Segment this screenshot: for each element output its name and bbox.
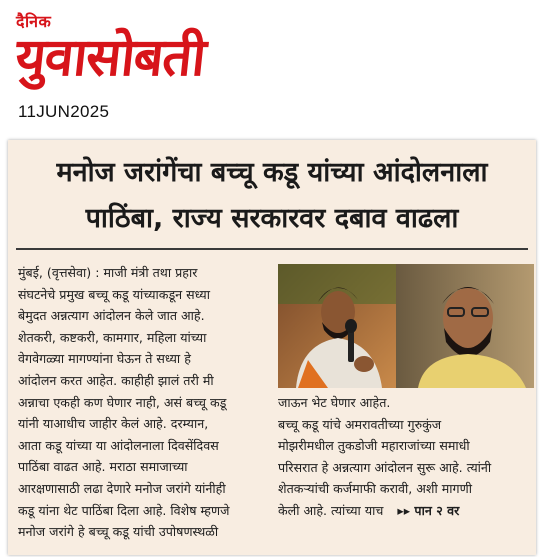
article-text-line: अन्नाचा एकही कण घेणार नाही, असं बच्चू कडू — [18, 394, 227, 410]
masthead — [0, 0, 540, 135]
continued-on-page-marker: ▸▸ पान २ वर — [397, 502, 460, 518]
article-photo — [278, 264, 534, 388]
article-text-line: आरक्षणासाठी लढा देणारे मनोज जरांगे यांनीही — [18, 480, 226, 496]
headline-line-1: मनोज जरांगेंचा बच्चू कडू यांच्या आंदोलनाला — [56, 157, 488, 188]
article-headline — [8, 150, 536, 242]
article-text-line: आंदोलन करत आहेत. काहीही झालं तरी मी — [18, 372, 214, 388]
article-text-line-last — [278, 500, 528, 522]
article-text-line: शेतकऱ्यांची कर्जमाफी करावी, अशी मागणी — [278, 481, 472, 497]
article-text-line: मुंबई, (वृत्तसेवा) : माजी मंत्री तथा प्रहार — [18, 265, 198, 280]
article-text-line: आता कडू यांच्या या आंदोलनाला दिवसेंदिवस — [18, 437, 219, 453]
article-text-line: यांनी याआधीच जाहीर केलं आहे. दरम्यान, — [18, 416, 209, 432]
article-left-column — [18, 262, 270, 543]
news-clipping — [8, 140, 536, 555]
article-text-line: पाठिंबा वाढत आहे. मराठा समाजाच्या — [18, 459, 188, 475]
article-text-line: मनोज जरांगे हे बच्चू कडू यांची उपोषणस्थळी — [18, 524, 219, 540]
headline-line-2: पाठिंबा, राज्य सरकारवर दबाव वाढला — [85, 203, 459, 234]
article-text-last: केली आहे. त्यांच्या याच — [278, 502, 384, 518]
article-text-line: परिसरात हे अन्नत्याग आंदोलन सुरू आहे. त्यांनी — [278, 459, 492, 475]
publication-date: 11JUN2025 — [18, 102, 110, 121]
newspaper-logo-title: युवासोबती — [12, 28, 208, 88]
article-text-line: संघटनेचे प्रमुख बच्चू कडू यांच्याकडून सध्या — [18, 286, 210, 302]
article-text-line: बच्चू कडू यांचे अमरावतीच्या गुरुकुंज — [278, 416, 442, 432]
newspaper-kicker: दैनिक — [16, 12, 52, 31]
article-text-line: कडू यांना थेट पाठिंबा दिला आहे. विशेष म्हणजे — [18, 502, 230, 518]
article-right-column — [278, 392, 528, 522]
article-text-line: शेतकरी, कष्टकरी, कामगार, महिला यांच्या — [18, 329, 207, 345]
headline-divider — [16, 248, 528, 250]
article-text-line: मोझरीमधील तुकडोजी महाराजांच्या समाधी — [278, 438, 470, 454]
article-text-line: बेमुदत अन्नत्याग आंदोलन केले जात आहे. — [18, 308, 205, 324]
article-text-line: जाऊन भेट घेणार आहेत. — [278, 395, 391, 410]
article-text-line: वेगवेगळ्या मागण्यांना घेऊन ते सध्या हे — [18, 351, 191, 367]
